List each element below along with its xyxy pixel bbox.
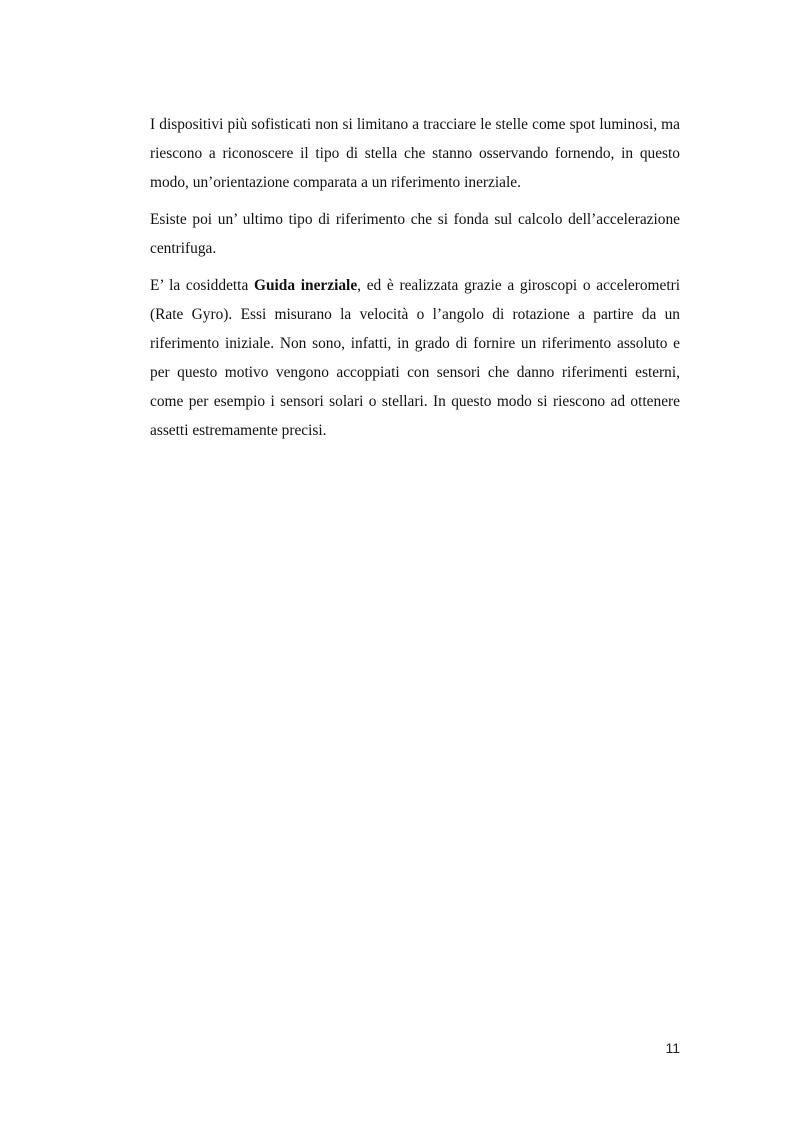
paragraph-inertial-guidance bbox=[150, 271, 680, 445]
paragraph-centrifugal-reference: Esiste poi un’ ultimo tipo di riferimento che si fonda sul calcolo dell’accelerazione centrifuga. bbox=[150, 211, 680, 257]
paragraph-inertial-body: , ed è realizzata grazie a giroscopi o accelerometri (Rate Gyro). Essi misurano la velocità o l’angolo di rotazione a partire da un riferimento iniziale. Non sono, infatti, in grado di fornire un riferimento assoluto e per questo motivo vengono accoppiati con sensori che danno riferimenti esterni, come per esempio i sensori solari o stellari. In questo modo si riescono ad ottenere assetti estremamente precisi. bbox=[150, 277, 680, 439]
page-number: 11 bbox=[665, 1040, 680, 1056]
body-text bbox=[150, 110, 680, 453]
paragraph-inertial-intro: E’ la cosiddetta bbox=[150, 277, 254, 294]
term-guida-inerziale: Guida inerziale bbox=[253, 277, 358, 294]
paragraph-star-trackers: I dispositivi più sofisticati non si limitano a tracciare le stelle come spot luminosi, ma riescono a riconoscere il tipo di stella che stanno osservando fornendo, in questo modo, un’orientazione comparata a un riferimento inerziale. bbox=[150, 116, 680, 191]
